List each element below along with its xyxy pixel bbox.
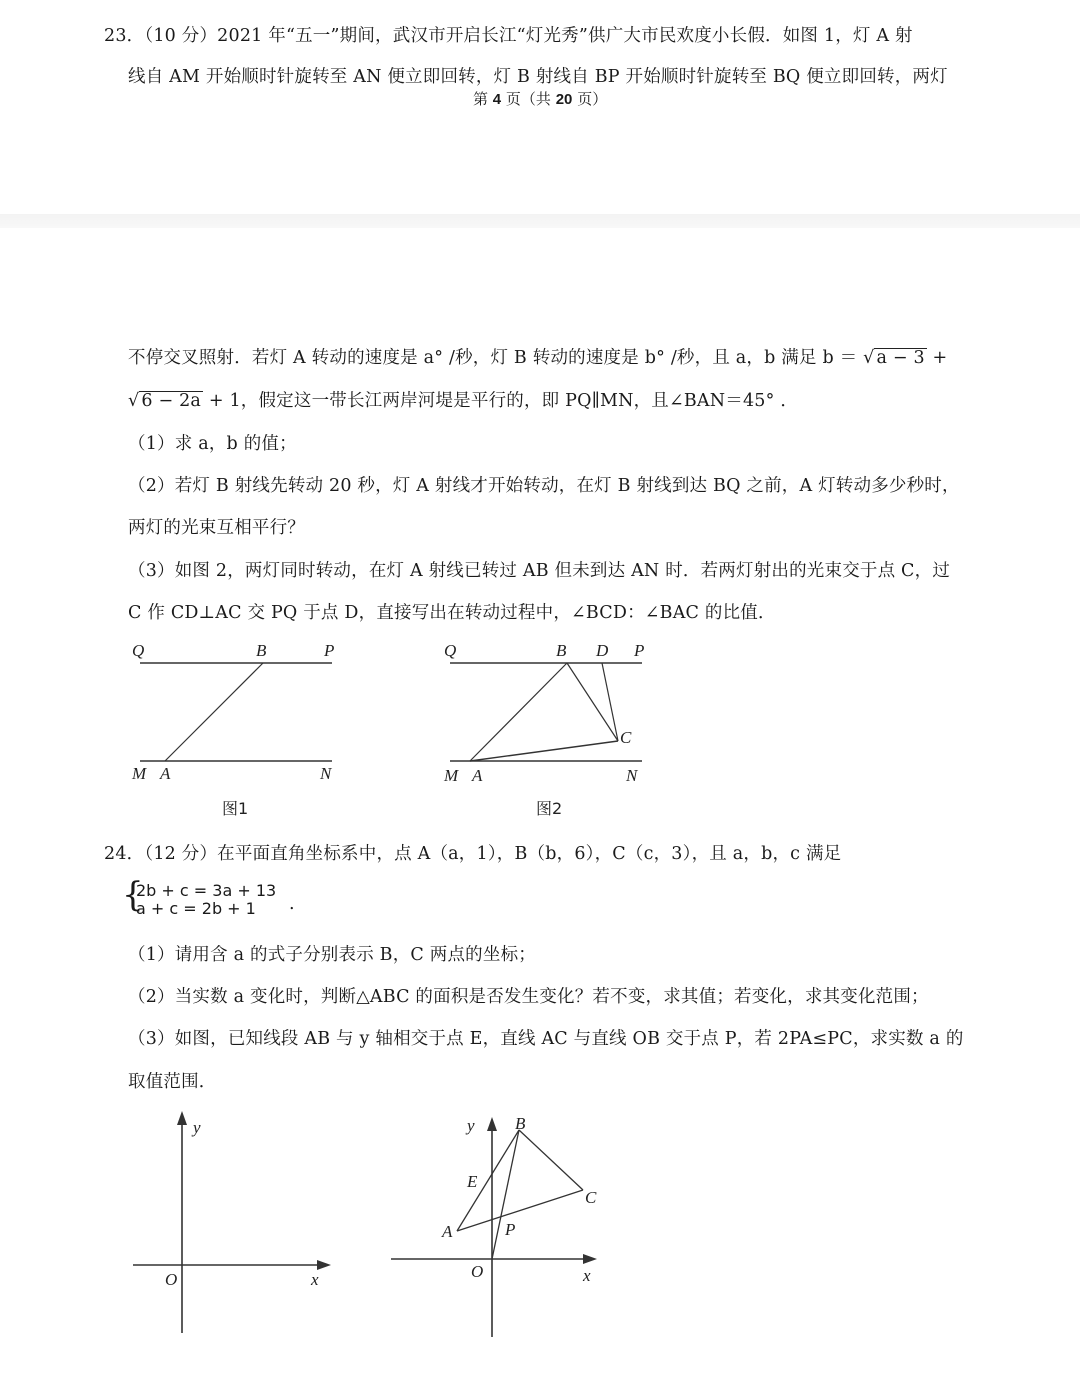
q23-line4-text: + 1，假定这一带长江两岸河堤是平行的，即 PQ∥MN，且∠BAN＝45° ． (203, 391, 799, 411)
footer-prefix: 第 (473, 90, 489, 108)
q23-part-2a: （2）若灯 B 射线先转动 20 秒，灯 A 射线才开始转动，在灯 B 射线到达 BQ 之前，A 灯转动多少秒时， (128, 476, 960, 496)
q23-text-line-4 (128, 387, 798, 412)
figure-triangle-axes (385, 1105, 610, 1345)
segment-ab (165, 663, 263, 761)
label-o: O (165, 1270, 178, 1289)
label-p: P (324, 641, 335, 660)
q23-part-1: （1）求 a，b 的值； (128, 434, 297, 454)
segment-ac (470, 741, 618, 761)
plus-sign: + (926, 348, 948, 368)
equation-1: 2b + c = 3a + 13 (136, 881, 277, 900)
figure-1-caption: 图1 (222, 799, 249, 818)
equation-brace: { (122, 875, 144, 915)
segment-bc (519, 1130, 583, 1190)
segment-ob (492, 1130, 519, 1259)
label-m: M (132, 764, 147, 783)
footer-page-number: 4 (492, 91, 502, 108)
y-axis-arrow (177, 1111, 187, 1125)
label-y: y (467, 1116, 475, 1135)
segment-ac (457, 1190, 583, 1231)
q24-part-1: （1）请用含 a 的式子分别表示 B，C 两点的坐标； (128, 945, 536, 965)
equation-2: a + c = 2b + 1 (136, 899, 256, 918)
label-q: Q (132, 641, 145, 660)
label-a: A (160, 764, 171, 783)
q23-part-2b: 两灯的光束互相平行？ (128, 518, 305, 538)
page-footer (473, 88, 607, 109)
label-x: x (311, 1270, 319, 1289)
label-y: y (193, 1118, 201, 1137)
label-e: E (467, 1172, 478, 1191)
q23-part-3b: C 作 CD⊥AC 交 PQ 于点 D，直接写出在转动过程中，∠BCD：∠BAC 的比值． (128, 603, 776, 623)
label-p: P (634, 641, 645, 660)
label-b: B (515, 1114, 526, 1133)
sqrt-symbol: √ (128, 391, 140, 411)
sqrt-a-minus-3: a − 3 (876, 348, 925, 368)
label-q: Q (444, 641, 457, 660)
segment-ab (470, 663, 567, 761)
y-axis-arrow (487, 1117, 497, 1131)
q23-text-line-2: 线自 AM 开始顺时针旋转至 AN 便立即回转，灯 B 射线自 BP 开始顺时针旋转至 BQ 便立即回转，两灯 (128, 67, 948, 87)
footer-middle: 页（共 (505, 90, 551, 108)
label-n: N (626, 766, 638, 785)
label-a: A (442, 1222, 453, 1241)
q24-part-2: （2）当实数 a 变化时，判断△ABC 的面积是否发生变化？若不变，求其值；若变化，求其变化范围； (128, 987, 929, 1007)
label-c: C (620, 728, 632, 747)
figure-1 (120, 630, 360, 825)
label-b: B (556, 641, 567, 660)
footer-total-pages: 20 (555, 91, 573, 108)
label-a: A (472, 766, 483, 785)
label-n: N (320, 764, 332, 783)
label-o: O (471, 1262, 484, 1281)
footer-suffix: 页） (577, 90, 608, 108)
label-m: M (444, 766, 459, 785)
q24-part-3b: 取值范围． (128, 1072, 217, 1092)
figure-2-caption: 图2 (536, 799, 563, 818)
label-d: D (596, 641, 609, 660)
q23-heading: 23．（10 分）2021 年“五一”期间，武汉市开启长江“灯光秀”供广大市民欢度小长假．如图 1，灯 A 射 (104, 26, 913, 46)
label-b: B (256, 641, 267, 660)
figure-2 (430, 630, 670, 825)
q24-part-3a: （3）如图，已知线段 AB 与 y 轴相交于点 E，直线 AC 与直线 OB 交于点 P，若 2PA≤PC，求实数 a 的 (128, 1029, 964, 1049)
sqrt-6-minus-2a: 6 − 2a (141, 391, 202, 411)
x-axis-arrow (583, 1254, 597, 1264)
equation-end: . (289, 894, 295, 914)
q23-part-3a: （3）如图 2，两灯同时转动，在灯 A 射线已转过 AB 但未到达 AN 时．若两灯射出的光束交于点 C，过 (128, 561, 951, 581)
q23-text-line-3 (128, 344, 947, 369)
q23-line3-text: 不停交叉照射．若灯 A 转动的速度是 a° /秒，灯 B 转动的速度是 b° /秒，且 a，b 满足 b ＝ (128, 348, 864, 368)
x-axis-arrow (317, 1260, 331, 1270)
q24-heading: 24．（12 分）在平面直角坐标系中，点 A（a，1），B（b，6），C（c，3），且 a，b，c 满足 (104, 844, 842, 864)
label-p: P (505, 1220, 516, 1239)
page-break (0, 214, 1080, 228)
label-x: x (583, 1266, 591, 1285)
figure-blank-axes (125, 1105, 345, 1340)
label-c: C (585, 1188, 597, 1207)
sqrt-symbol: √ (863, 348, 875, 368)
